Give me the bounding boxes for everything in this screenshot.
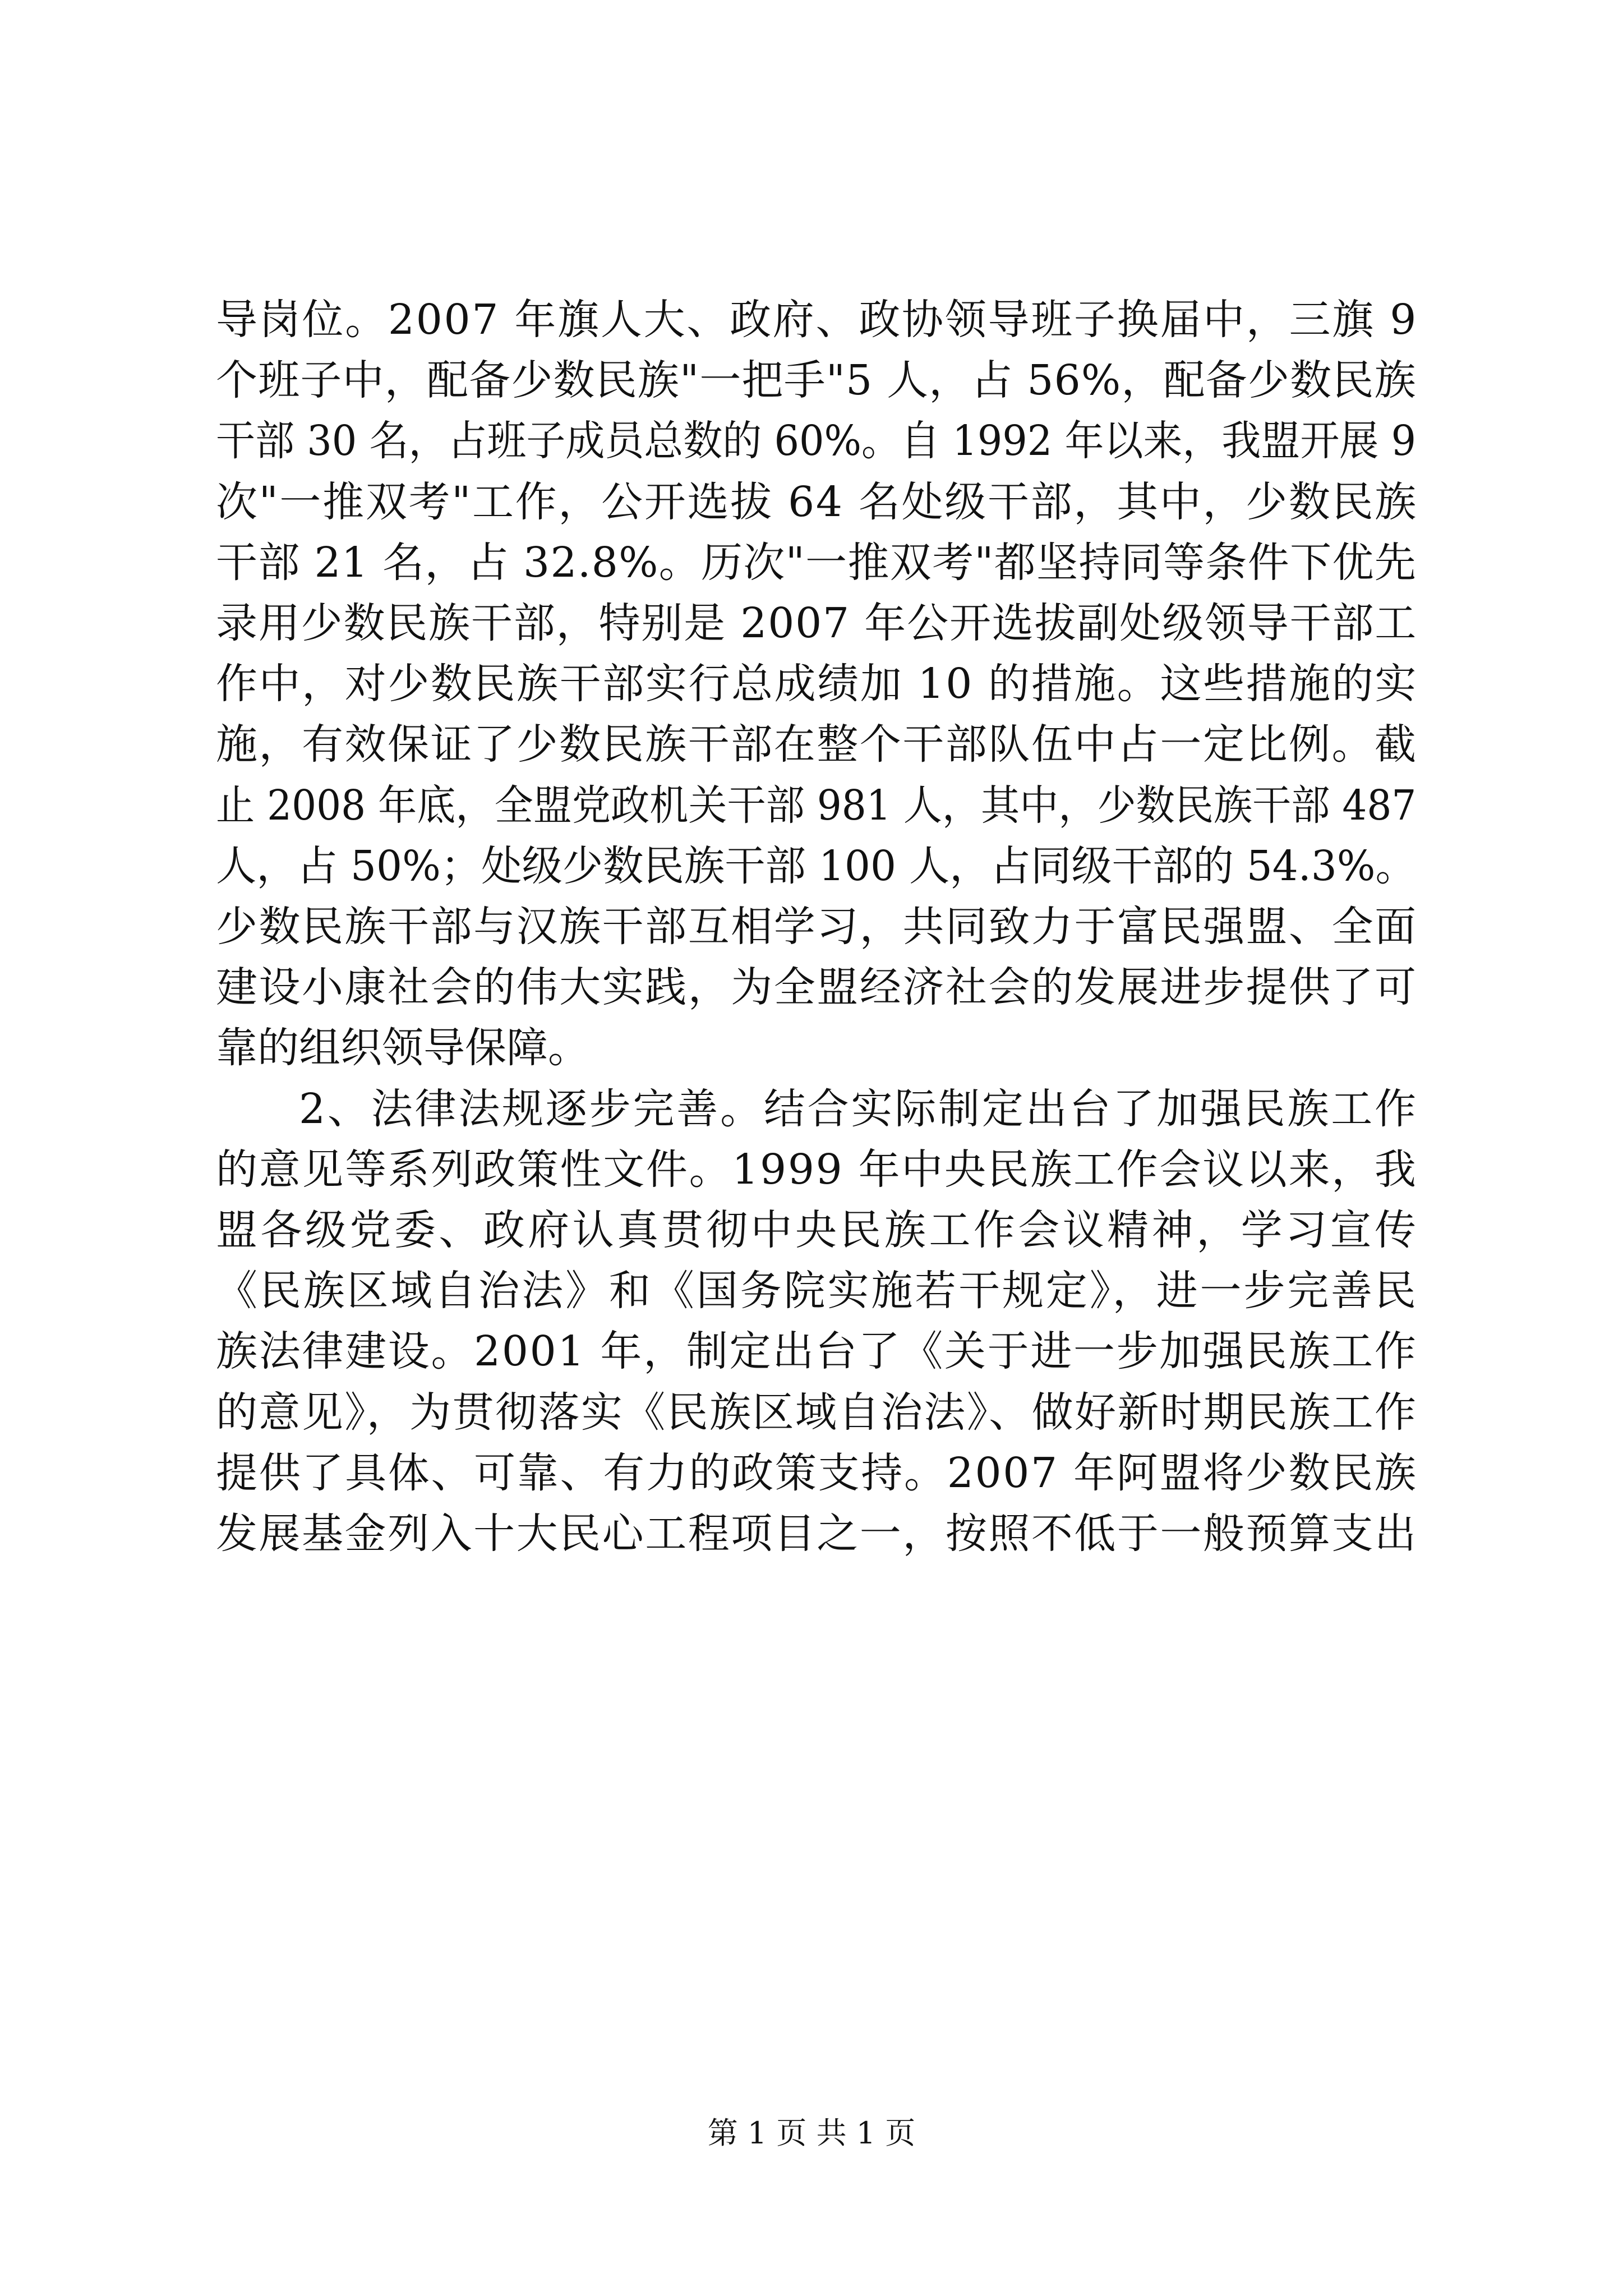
text-line: 《民族区域自治法》和《国务院实施若干规定》，进一步完善民 <box>216 1267 1418 1315</box>
text-line: 干部 30 名，占班子成员总数的 60%。自 1992 年以来，我盟开展 9 <box>216 417 1417 466</box>
text-line: 施，有效保证了少数民族干部在整个干部队伍中占一定比例。截 <box>216 720 1418 769</box>
text-line: 少数民族干部与汉族干部互相学习，共同致力于富民强盟、全面 <box>216 903 1418 951</box>
text-line: 2、法律法规逐步完善。结合实际制定出台了加强民族工作 <box>299 1084 1418 1133</box>
page-footer: 第 1 页 共 1 页 <box>707 2115 916 2151</box>
text-line: 作中，对少数民族干部实行总成绩加 10 的措施。这些措施的实 <box>216 660 1418 708</box>
text-line: 次"一推双考"工作，公开选拔 64 名处级干部，其中，少数民族 <box>216 477 1418 526</box>
text-line: 干部 21 名，占 32.8%。历次"一推双考"都坚持同等条件下优先 <box>216 538 1417 587</box>
text-line: 盟各级党委、政府认真贯彻中央民族工作会议精神，学习宣传 <box>216 1206 1419 1254</box>
text-line: 的意见》，为贯彻落实《民族区域自治法》、做好新时期民族工作 <box>216 1388 1418 1437</box>
text-line: 发展基金列入十大民心工程项目之一，按照不低于一般预算支出 <box>216 1510 1418 1558</box>
text-line: 建设小康社会的伟大实践，为全盟经济社会的发展进步提供了可 <box>216 963 1418 1012</box>
text-line: 止 2008 年底，全盟党政机关干部 981 人，其中，少数民族干部 487 <box>216 781 1417 830</box>
text-line: 个班子中，配备少数民族"一把手"5 人，占 56%，配备少数民族 <box>216 356 1417 405</box>
text-line: 录用少数民族干部，特别是 2007 年公开选拔副处级领导干部工 <box>216 599 1418 647</box>
text-line: 族法律建设。2001 年，制定出台了《关于进一步加强民族工作 <box>216 1327 1418 1376</box>
text-line: 的意见等系列政策性文件。1999 年中央民族工作会议以来，我 <box>216 1145 1418 1194</box>
text-line: 人，占 50%；处级少数民族干部 100 人，占同级干部的 54.3%。 <box>216 841 1416 890</box>
text-line: 导岗位。2007 年旗人大、政府、政协领导班子换届中，三旗 9 <box>216 296 1418 344</box>
text-line: 提供了具体、可靠、有力的政策支持。2007 年阿盟将少数民族 <box>216 1448 1418 1497</box>
text-line: 靠的组织领导保障。 <box>216 1024 589 1073</box>
